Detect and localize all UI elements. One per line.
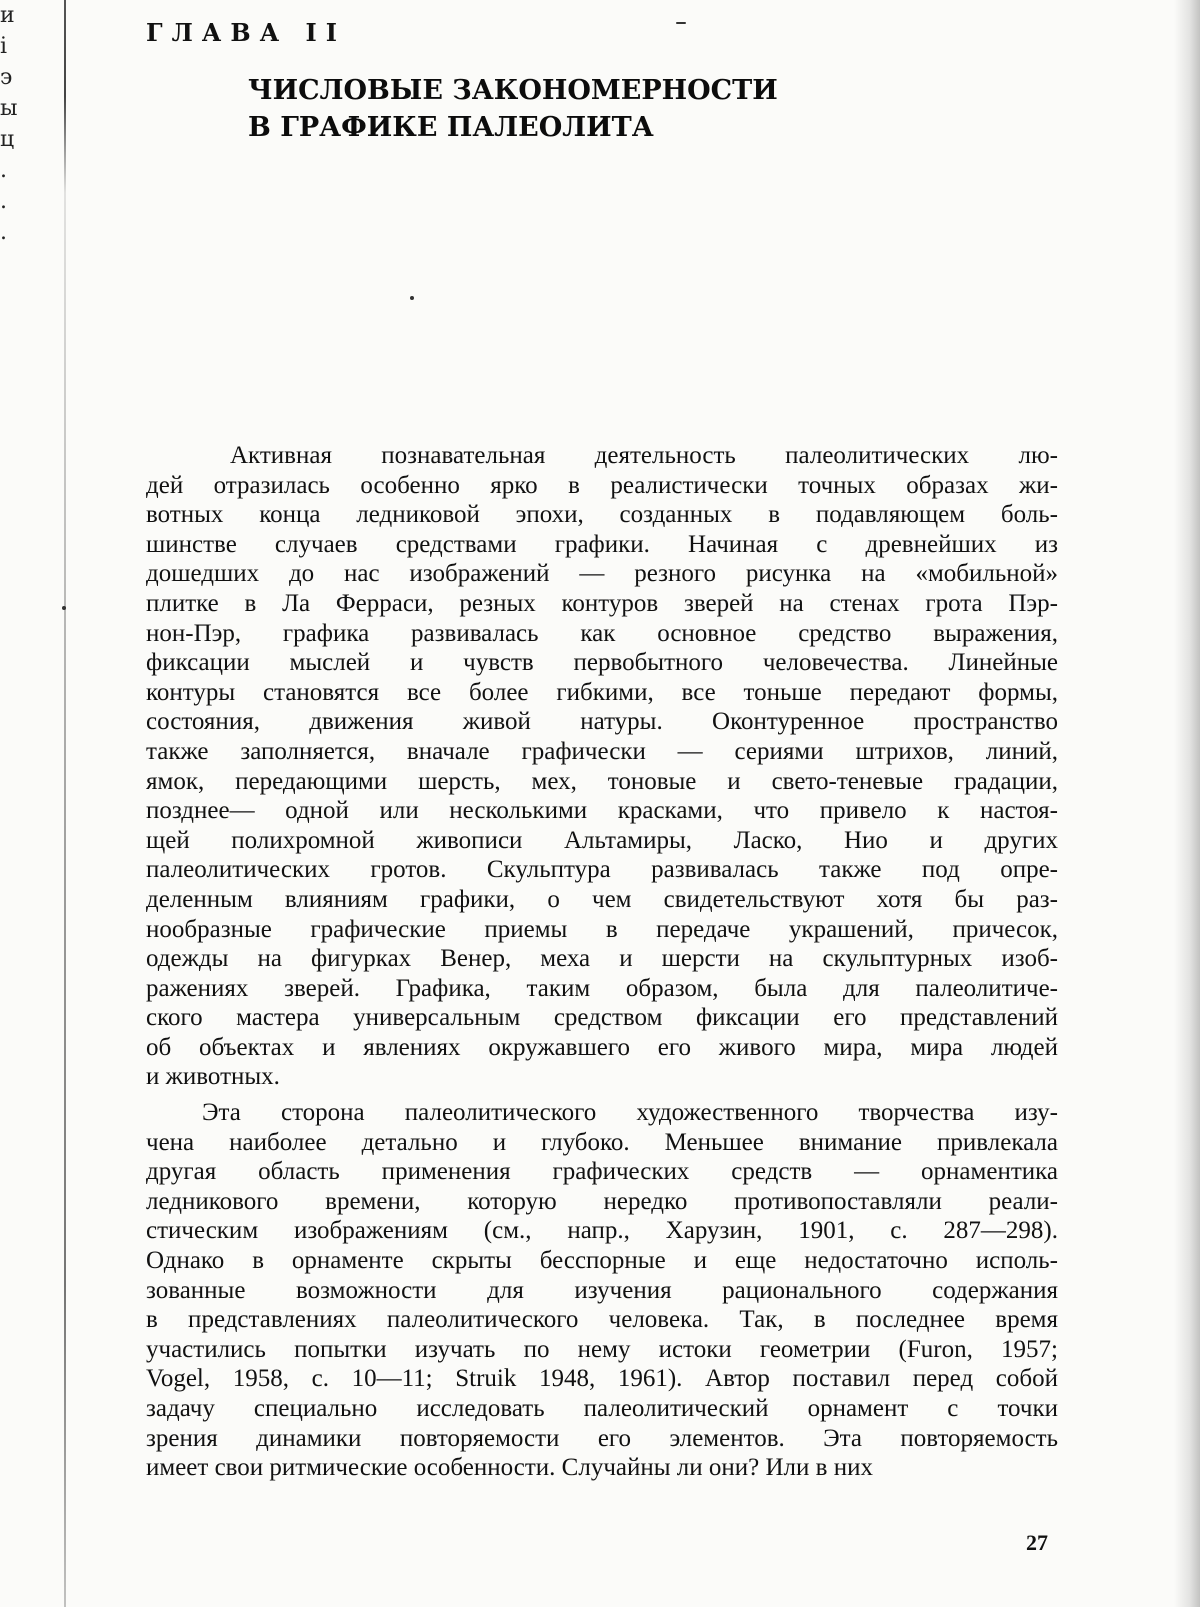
- text-line: участились попытки изучать по нему истоки геометрии (Furon, 1957;: [146, 1335, 1058, 1363]
- edge-glyph: .: [0, 220, 7, 245]
- chapter-label: ГЛАВА II: [146, 18, 346, 47]
- text-line: Vogel, 1958, с. 10—11; Struik 1948, 1961). Автор поставил перед собой: [146, 1365, 1058, 1393]
- text-line: задачу специально исследовать палеолитический орнамент с точки: [146, 1395, 1058, 1422]
- text-line: чена наиболее детально и глубоко. Меньшее внимание привлекала: [146, 1128, 1058, 1156]
- text-line: контуры становятся все более гибкими, все тоньше передают формы,: [146, 678, 1058, 706]
- chapter-title: [248, 72, 778, 146]
- text-line: ражениях зверей. Графика, таким образом, была для палеолитиче-: [146, 974, 1058, 1002]
- paragraph: [146, 1098, 1058, 1483]
- text-line: Однако в орнаменте скрыты бесспорные и еще недостаточно исполь-: [146, 1247, 1058, 1275]
- text-line: другая область применения графических средств — орнаментика: [146, 1158, 1058, 1186]
- text-line: ского мастера универсальным средством фиксации его представлений: [146, 1004, 1058, 1032]
- body-text: [146, 441, 1058, 1483]
- text-line: стическим изображениям (см., напр., Харузин, 1901, с. 287—298).: [146, 1217, 1058, 1245]
- text-line: плитке в Ла Ферраси, резных контуров зверей на стенах грота Пэр-: [146, 589, 1058, 617]
- text-line: об объектах и явлениях окружавшего его живого мира, мира людей: [146, 1033, 1058, 1061]
- scan-speck: [676, 22, 686, 24]
- chapter-title-line: ЧИСЛОВЫЕ ЗАКОНОМЕРНОСТИ: [248, 75, 778, 106]
- text-line: и животных.: [146, 1063, 280, 1091]
- edge-glyph: ы: [0, 96, 18, 121]
- text-line: дей отразилась особенно ярко в реалистически точных образах жи-: [146, 471, 1058, 499]
- scan-speck: [62, 606, 66, 610]
- text-line: имеет свои ритмические особенности. Случайны ли они? Или в них: [146, 1454, 873, 1482]
- text-line: зованные возможности для изучения рационального содержания: [146, 1276, 1058, 1304]
- text-line: ледникового времени, которую нередко противопоставляли реали-: [146, 1187, 1058, 1215]
- text-line: одежды на фигурках Венер, меха и шерсти на скульптурных изоб-: [146, 945, 1058, 973]
- edge-glyph: і: [0, 34, 8, 59]
- text-line: фиксации мыслей и чувств первобытного человечества. Линейные: [146, 649, 1058, 677]
- text-line: состояния, движения живой натуры. Оконтуренное пространство: [146, 708, 1058, 736]
- binding-shadow: [64, 0, 66, 1607]
- page-number: 27: [1026, 1530, 1048, 1555]
- text-line: шинстве случаев средствами графики. Начиная с древнейших из: [146, 530, 1058, 558]
- text-line: также заполняется, вначале графически — сериями штрихов, линий,: [146, 737, 1058, 765]
- page-edge-shadow: [1174, 0, 1200, 1607]
- adjacent-page-fragment: [0, 0, 18, 260]
- text-line: зрения динамики повторяемости его элементов. Эта повторяемость: [146, 1424, 1058, 1452]
- text-line: Активная познавательная деятельность палеолитических лю-: [230, 442, 1058, 469]
- text-line: вотных конца ледниковой эпохи, созданных в подавляющем боль-: [146, 501, 1058, 529]
- edge-glyph: .: [0, 189, 7, 214]
- text-line: нон-Пэр, графика развивалась как основное средство выражения,: [146, 619, 1058, 647]
- chapter-title-line: В ГРАФИКЕ ПАЛЕОЛИТА: [248, 112, 654, 143]
- text-line: позднее— одной или несколькими красками, что привело к настоя-: [146, 797, 1058, 825]
- edge-glyph: .: [0, 158, 7, 183]
- text-line: деленным влияниям графики, о чем свидетельствуют хотя бы раз-: [146, 885, 1058, 913]
- text-line: ямок, передающими шерсть, мех, тоновые и свето-теневые градации,: [146, 767, 1058, 795]
- edge-glyph: э: [0, 65, 13, 90]
- text-line: нообразные графические приемы в передаче украшений, причесок,: [146, 915, 1058, 943]
- paragraph: [146, 441, 1058, 1092]
- text-line: Эта сторона палеолитического художественного творчества изу-: [202, 1099, 1058, 1127]
- edge-glyph: ц: [0, 127, 15, 152]
- text-line: дошедших до нас изображений — резного рисунка на «мобильной»: [146, 560, 1058, 588]
- text-line: палеолитических гротов. Скульптура развивалась также под опре-: [146, 856, 1058, 884]
- edge-glyph: и: [0, 3, 15, 28]
- text-line: щей полихромной живописи Альтамиры, Ласко, Нио и других: [146, 826, 1058, 854]
- text-line: в представлениях палеолитического человека. Так, в последнее время: [146, 1306, 1058, 1334]
- scan-speck: [410, 296, 414, 300]
